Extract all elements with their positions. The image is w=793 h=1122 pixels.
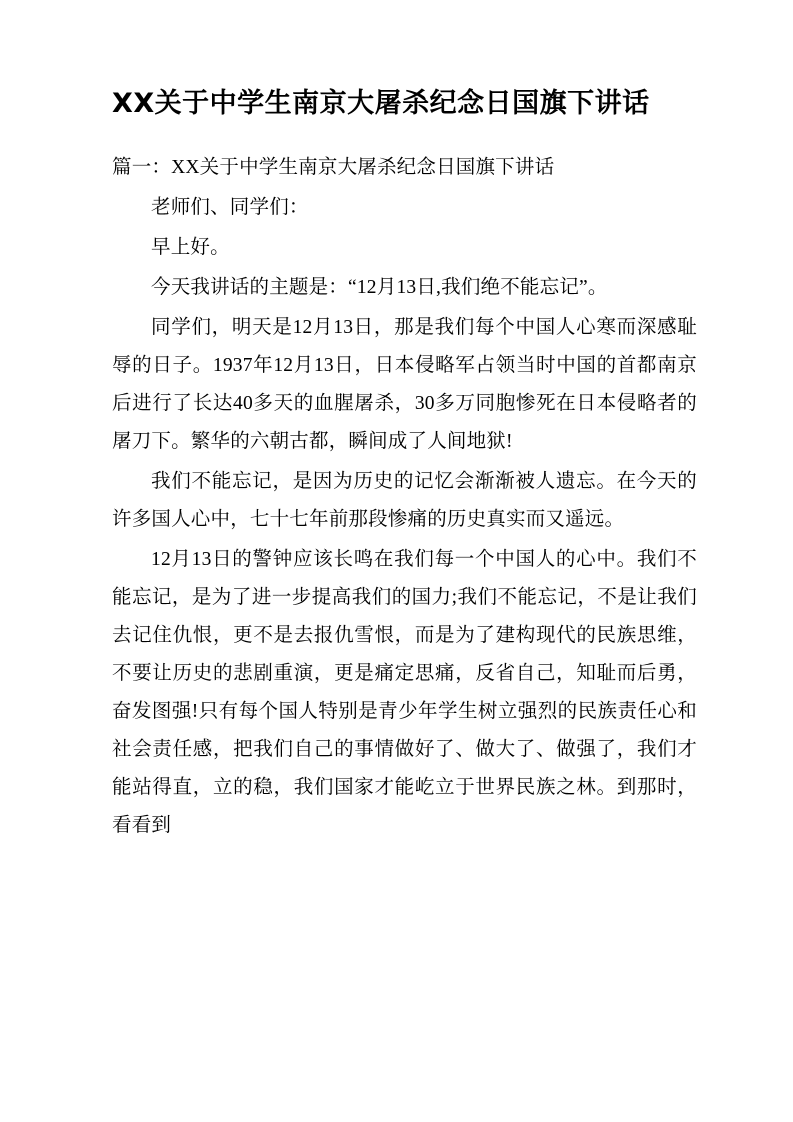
paragraph-salutation: 老师们、同学们： [151, 197, 309, 219]
page-title: XX关于中学生南京大屠杀纪念日国旗下讲话 [112, 88, 650, 119]
paragraph-greeting: 早上好。 [151, 237, 230, 259]
paragraph-history: 同学们，明天是12月13日，那是我们每个中国人心寒而深感耻辱的日子。1937年12月13日，日本侵略军占领当时中国的首都南京后进行了长达40多天的血腥屠杀，30多万同胞惨死在日本侵略者的屠刀下。繁华的六朝古都，瞬间成了人间地狱! [112, 317, 697, 453]
paragraph-memory: 我们不能忘记，是因为历史的记忆会渐渐被人遗忘。在今天的许多国人心中，七十七年前那段惨痛的历史真实而又遥远。 [112, 471, 697, 531]
paragraph-alarm: 12月13日的警钟应该长鸣在我们每一个中国人的心中。我们不能忘记，是为了进一步提高我们的国力;我们不能忘记，不是让我们去记住仇恨，更不是去报仇雪恨，而是为了建构现代的民族思维，不要让历史的悲剧重演，更是痛定思痛，反省自己，知耻而后勇，奋发图强!只有每个国人特别是青少年学生树立强烈的民族责任心和社会责任感，把我们自己的事情做好了、做大了、做强了，我们才能站得直，立的稳，我们国家才能屹立于世界民族之林。到那时，看看到 [112, 549, 697, 837]
paragraph-theme: 今天我讲话的主题是：“12月13日,我们绝不能忘记”。 [151, 277, 608, 299]
paragraph-source-line: 篇一：XX关于中学生南京大屠杀纪念日国旗下讲话 [112, 157, 555, 179]
